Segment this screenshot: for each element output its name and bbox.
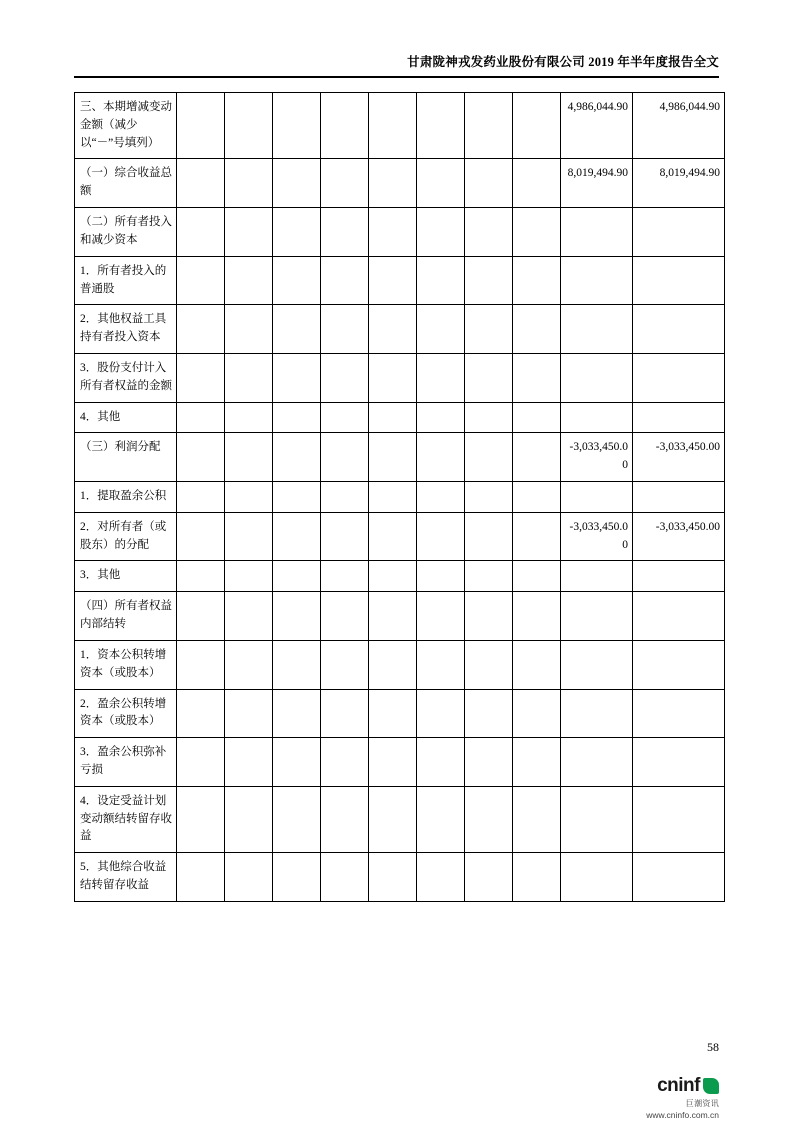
empty-cell [273, 482, 321, 513]
empty-cell [369, 159, 417, 208]
empty-cell [273, 786, 321, 852]
empty-cell [273, 433, 321, 482]
empty-cell [513, 640, 561, 689]
cninfo-logo-icon [703, 1078, 719, 1094]
empty-cell [417, 159, 465, 208]
amount-cell-b [633, 353, 725, 402]
empty-cell [321, 561, 369, 592]
empty-cell [225, 592, 273, 641]
table-row [75, 561, 725, 592]
empty-cell [177, 786, 225, 852]
amount-cell-b: 4,986,044.90 [633, 93, 725, 159]
empty-cell [321, 689, 369, 738]
row-label: 5．其他综合收益结转留存收益 [75, 853, 177, 902]
table-row [75, 402, 725, 433]
empty-cell [369, 353, 417, 402]
page-number: 58 [707, 1040, 719, 1054]
amount-cell-a [561, 786, 633, 852]
amount-cell-b [633, 402, 725, 433]
empty-cell [273, 853, 321, 902]
table-row [75, 93, 725, 159]
amount-cell-a [561, 561, 633, 592]
empty-cell [225, 208, 273, 257]
empty-cell [225, 512, 273, 561]
amount-cell-b [633, 208, 725, 257]
empty-cell [273, 353, 321, 402]
empty-cell [417, 640, 465, 689]
empty-cell [513, 305, 561, 354]
empty-cell [513, 592, 561, 641]
table-row [75, 482, 725, 513]
amount-cell-b [633, 853, 725, 902]
logo-subtitle: 巨潮资讯 [685, 1099, 719, 1108]
empty-cell [177, 561, 225, 592]
empty-cell [465, 640, 513, 689]
row-label: 2．其他权益工具持有者投入资本 [75, 305, 177, 354]
empty-cell [369, 738, 417, 787]
empty-cell [177, 305, 225, 354]
statement-table-container [74, 92, 719, 902]
empty-cell [417, 402, 465, 433]
empty-cell [177, 640, 225, 689]
empty-cell [513, 93, 561, 159]
empty-cell [417, 592, 465, 641]
amount-cell-a: 8,019,494.90 [561, 159, 633, 208]
table-row [75, 592, 725, 641]
empty-cell [369, 433, 417, 482]
empty-cell [273, 561, 321, 592]
owners-equity-change-table [74, 92, 725, 902]
empty-cell [321, 786, 369, 852]
empty-cell [513, 561, 561, 592]
empty-cell [273, 208, 321, 257]
empty-cell [417, 512, 465, 561]
row-label: 4．其他 [75, 402, 177, 433]
amount-cell-a [561, 305, 633, 354]
empty-cell [321, 853, 369, 902]
empty-cell [465, 305, 513, 354]
empty-cell [465, 256, 513, 305]
logo-row [646, 1075, 719, 1097]
empty-cell [321, 256, 369, 305]
footer-logo [646, 1075, 719, 1120]
table-row [75, 738, 725, 787]
empty-cell [177, 93, 225, 159]
row-label: 1．所有者投入的普通股 [75, 256, 177, 305]
empty-cell [465, 512, 513, 561]
empty-cell [321, 738, 369, 787]
empty-cell [177, 208, 225, 257]
empty-cell [465, 592, 513, 641]
empty-cell [321, 305, 369, 354]
empty-cell [273, 689, 321, 738]
empty-cell [225, 256, 273, 305]
empty-cell [273, 640, 321, 689]
table-row [75, 159, 725, 208]
empty-cell [177, 853, 225, 902]
empty-cell [417, 93, 465, 159]
empty-cell [177, 738, 225, 787]
table-row [75, 256, 725, 305]
empty-cell [417, 482, 465, 513]
amount-cell-b [633, 640, 725, 689]
row-label: 2．对所有者（或股东）的分配 [75, 512, 177, 561]
amount-cell-a [561, 592, 633, 641]
empty-cell [225, 738, 273, 787]
empty-cell [177, 402, 225, 433]
empty-cell [465, 561, 513, 592]
cninfo-logo-text: cninf [657, 1075, 700, 1096]
empty-cell [417, 853, 465, 902]
empty-cell [321, 208, 369, 257]
row-label: （三）利润分配 [75, 433, 177, 482]
empty-cell [417, 689, 465, 738]
empty-cell [177, 689, 225, 738]
empty-cell [417, 738, 465, 787]
table-row [75, 689, 725, 738]
table-row [75, 305, 725, 354]
empty-cell [465, 402, 513, 433]
empty-cell [513, 512, 561, 561]
empty-cell [513, 353, 561, 402]
empty-cell [225, 93, 273, 159]
empty-cell [225, 482, 273, 513]
empty-cell [369, 786, 417, 852]
amount-cell-b [633, 689, 725, 738]
amount-cell-b: 8,019,494.90 [633, 159, 725, 208]
amount-cell-b [633, 738, 725, 787]
empty-cell [177, 482, 225, 513]
empty-cell [225, 159, 273, 208]
amount-cell-b [633, 561, 725, 592]
empty-cell [369, 305, 417, 354]
empty-cell [465, 482, 513, 513]
empty-cell [369, 512, 417, 561]
amount-cell-a: -3,033,450.00 [561, 433, 633, 482]
empty-cell [177, 433, 225, 482]
empty-cell [273, 93, 321, 159]
empty-cell [177, 512, 225, 561]
empty-cell [225, 853, 273, 902]
amount-cell-a [561, 853, 633, 902]
empty-cell [273, 738, 321, 787]
empty-cell [513, 433, 561, 482]
amount-cell-b [633, 256, 725, 305]
empty-cell [513, 853, 561, 902]
amount-cell-a [561, 256, 633, 305]
empty-cell [369, 592, 417, 641]
empty-cell [321, 433, 369, 482]
empty-cell [273, 305, 321, 354]
empty-cell [321, 482, 369, 513]
empty-cell [369, 208, 417, 257]
row-label: （一）综合收益总额 [75, 159, 177, 208]
amount-cell-a [561, 738, 633, 787]
document-header: 甘肃陇神戎发药业股份有限公司 2019 年半年度报告全文 [407, 55, 719, 69]
empty-cell [465, 786, 513, 852]
empty-cell [369, 93, 417, 159]
empty-cell [225, 402, 273, 433]
table-row [75, 512, 725, 561]
empty-cell [177, 592, 225, 641]
table-row [75, 640, 725, 689]
table-row [75, 433, 725, 482]
row-label: 3．其他 [75, 561, 177, 592]
empty-cell [225, 433, 273, 482]
empty-cell [513, 689, 561, 738]
amount-cell-b: -3,033,450.00 [633, 512, 725, 561]
empty-cell [321, 512, 369, 561]
empty-cell [225, 561, 273, 592]
empty-cell [417, 433, 465, 482]
empty-cell [513, 256, 561, 305]
empty-cell [321, 640, 369, 689]
empty-cell [273, 402, 321, 433]
empty-cell [465, 689, 513, 738]
row-label: 1．资本公积转增资本（或股本） [75, 640, 177, 689]
amount-cell-a [561, 689, 633, 738]
empty-cell [369, 640, 417, 689]
empty-cell [417, 786, 465, 852]
amount-cell-a [561, 353, 633, 402]
empty-cell [225, 353, 273, 402]
row-label: （四）所有者权益内部结转 [75, 592, 177, 641]
empty-cell [369, 256, 417, 305]
empty-cell [177, 353, 225, 402]
empty-cell [273, 256, 321, 305]
empty-cell [273, 159, 321, 208]
empty-cell [417, 208, 465, 257]
empty-cell [177, 159, 225, 208]
empty-cell [369, 561, 417, 592]
amount-cell-a [561, 482, 633, 513]
empty-cell [321, 93, 369, 159]
empty-cell [417, 353, 465, 402]
logo-url: www.cninfo.com.cn [646, 1110, 719, 1120]
empty-cell [465, 93, 513, 159]
empty-cell [513, 402, 561, 433]
empty-cell [513, 738, 561, 787]
empty-cell [369, 689, 417, 738]
amount-cell-a [561, 402, 633, 433]
empty-cell [369, 482, 417, 513]
amount-cell-b [633, 786, 725, 852]
row-label: 3．盈余公积弥补亏损 [75, 738, 177, 787]
table-row [75, 786, 725, 852]
empty-cell [369, 853, 417, 902]
empty-cell [321, 353, 369, 402]
empty-cell [225, 640, 273, 689]
empty-cell [273, 592, 321, 641]
table-row [75, 208, 725, 257]
empty-cell [465, 208, 513, 257]
empty-cell [321, 402, 369, 433]
empty-cell [369, 402, 417, 433]
empty-cell [513, 482, 561, 513]
empty-cell [321, 592, 369, 641]
row-label: 1．提取盈余公积 [75, 482, 177, 513]
row-label: （二）所有者投入和减少资本 [75, 208, 177, 257]
empty-cell [465, 853, 513, 902]
empty-cell [417, 305, 465, 354]
empty-cell [273, 512, 321, 561]
empty-cell [465, 433, 513, 482]
empty-cell [465, 159, 513, 208]
amount-cell-b [633, 482, 725, 513]
empty-cell [417, 561, 465, 592]
amount-cell-b: -3,033,450.00 [633, 433, 725, 482]
table-row [75, 353, 725, 402]
row-label: 2．盈余公积转增资本（或股本） [75, 689, 177, 738]
row-label: 3．股份支付计入所有者权益的金额 [75, 353, 177, 402]
empty-cell [225, 305, 273, 354]
amount-cell-a [561, 208, 633, 257]
empty-cell [513, 786, 561, 852]
row-label: 4．设定受益计划变动额结转留存收益 [75, 786, 177, 852]
amount-cell-b [633, 305, 725, 354]
amount-cell-a: -3,033,450.00 [561, 512, 633, 561]
empty-cell [321, 159, 369, 208]
row-label: 三、本期增减变动金额（减少以“－”号填列） [75, 93, 177, 159]
amount-cell-a: 4,986,044.90 [561, 93, 633, 159]
amount-cell-b [633, 592, 725, 641]
empty-cell [225, 786, 273, 852]
empty-cell [177, 256, 225, 305]
table-row [75, 853, 725, 902]
header-divider [74, 76, 719, 78]
amount-cell-a [561, 640, 633, 689]
empty-cell [417, 256, 465, 305]
empty-cell [225, 689, 273, 738]
empty-cell [465, 738, 513, 787]
empty-cell [513, 208, 561, 257]
empty-cell [513, 159, 561, 208]
empty-cell [465, 353, 513, 402]
